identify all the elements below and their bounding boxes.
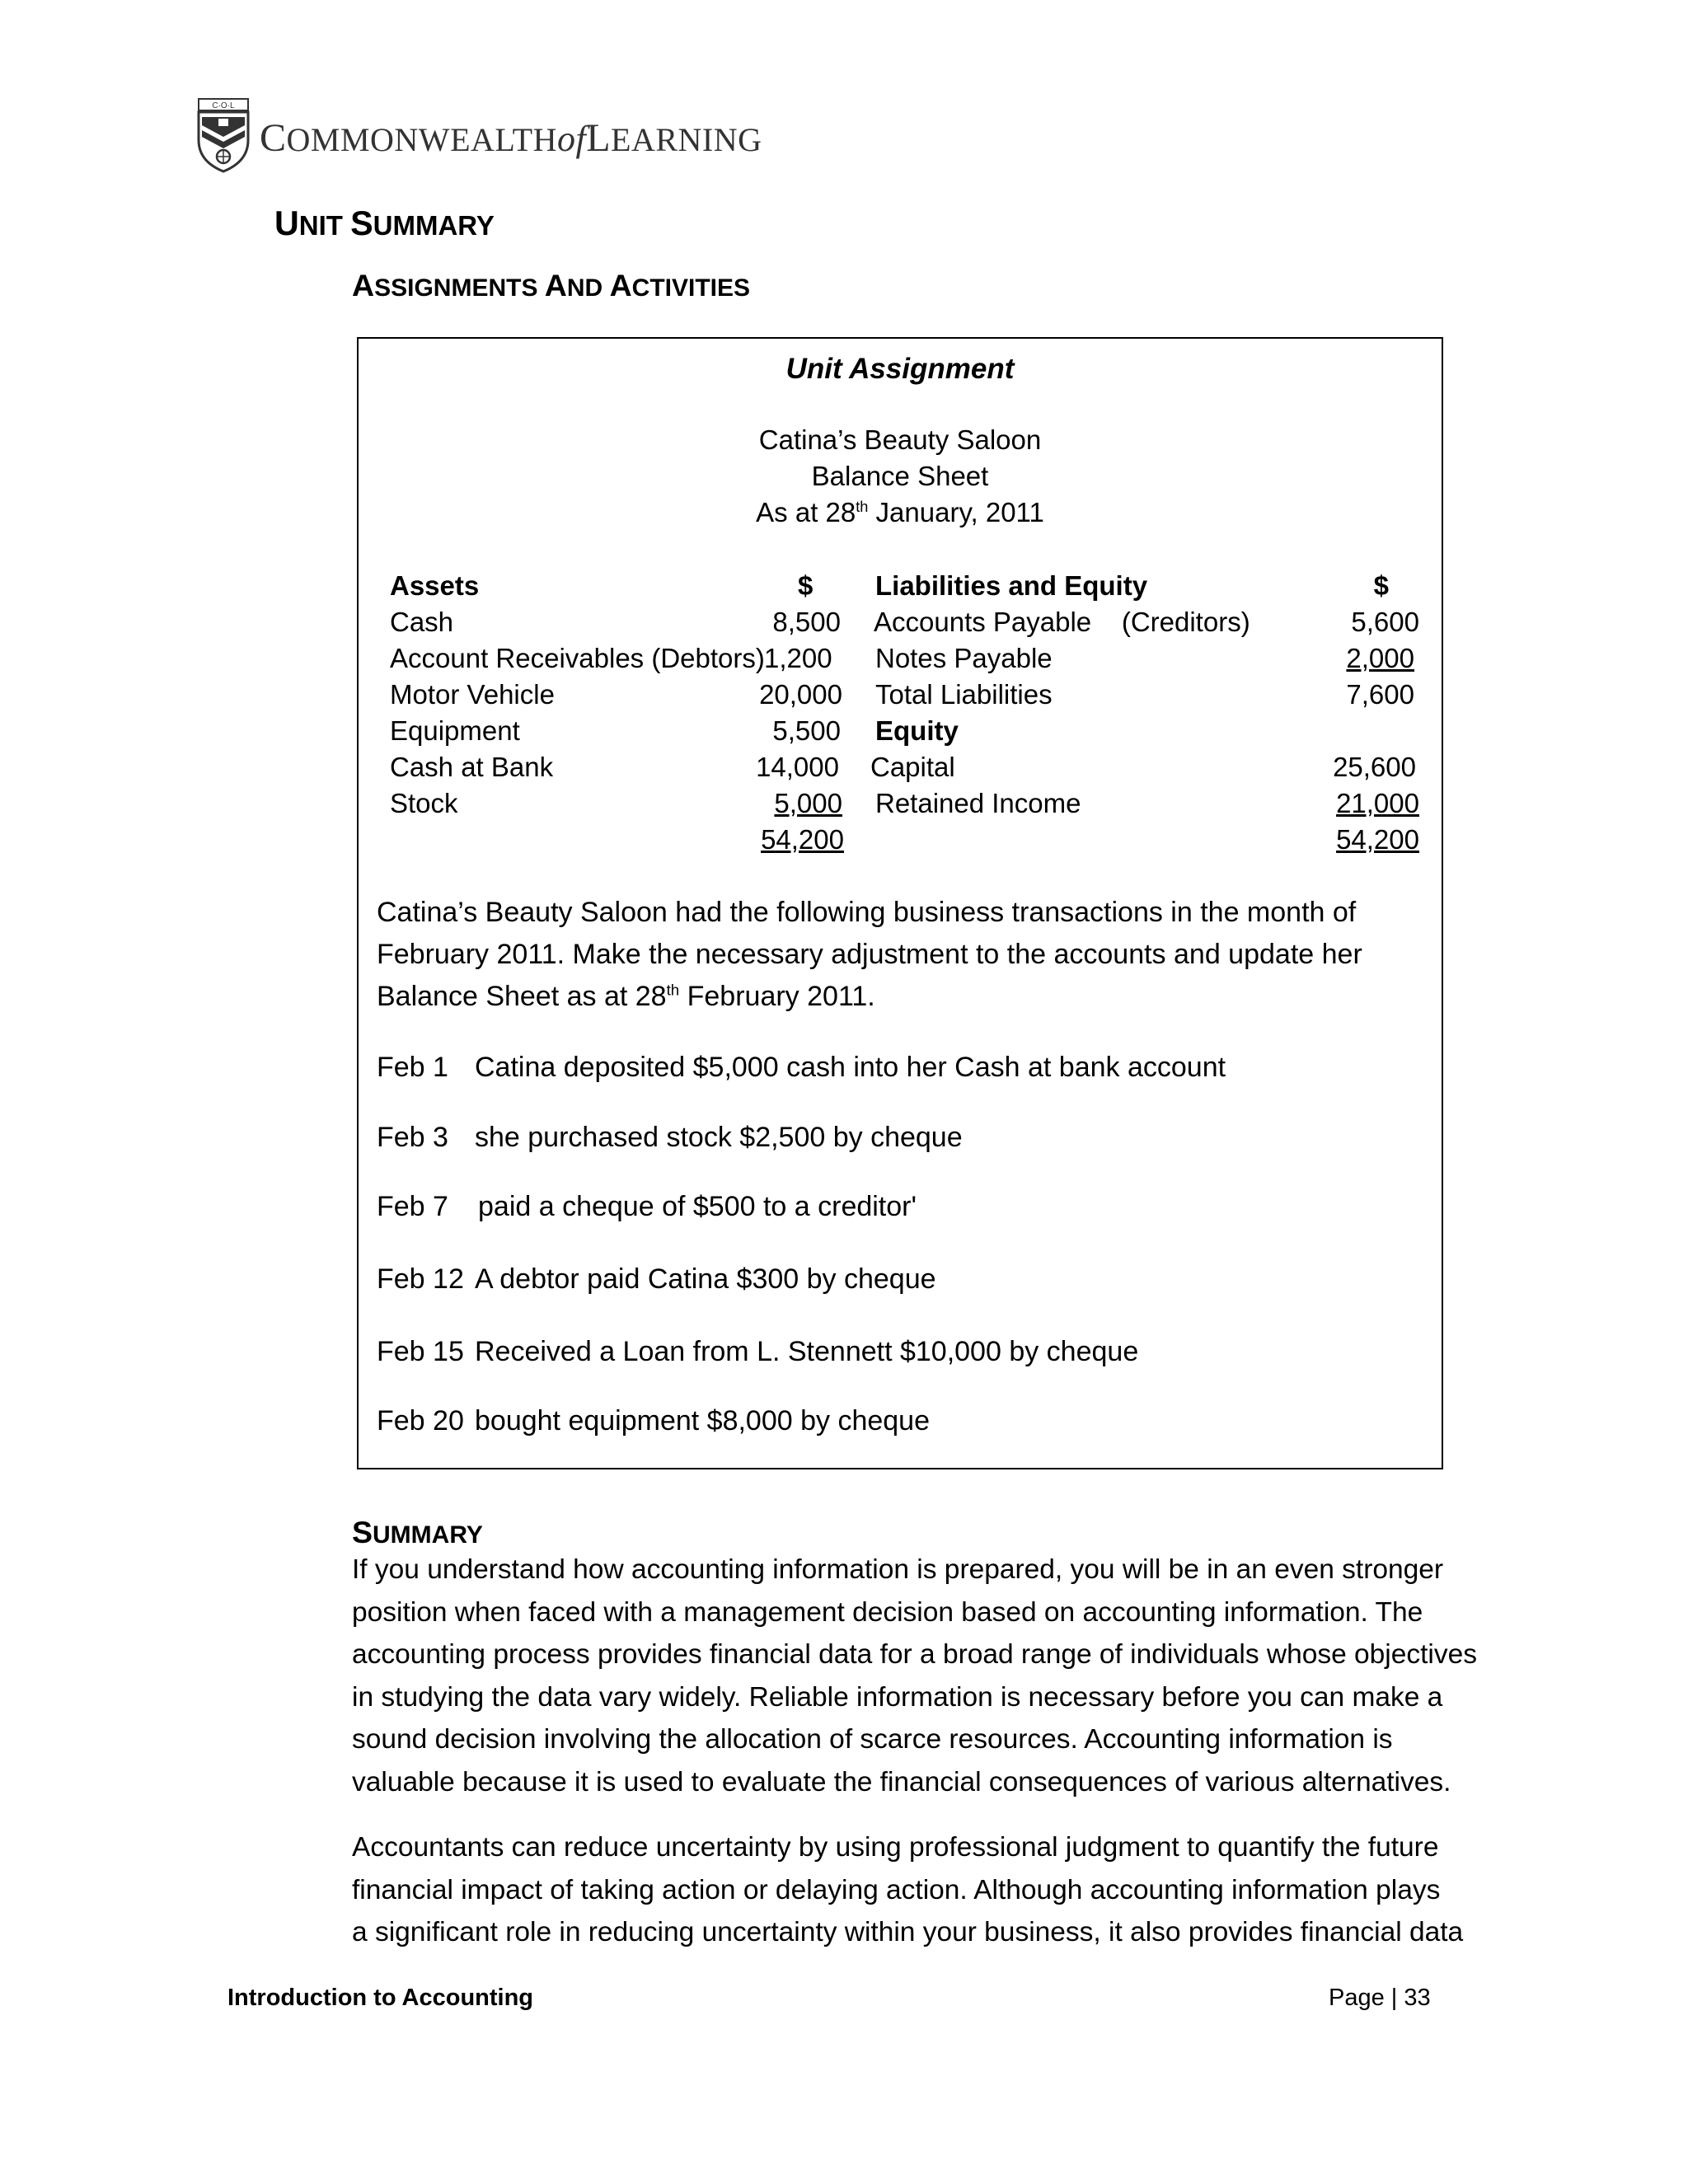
- asset-label: Equipment: [390, 715, 520, 746]
- asset-label: Account Receivables (Debtors): [390, 643, 765, 673]
- col-badge-text: C·O·L: [212, 101, 235, 110]
- transaction-text: bought equipment $8,000 by cheque: [475, 1405, 931, 1436]
- equity-label: Retained Income: [875, 788, 1081, 818]
- liability-value: 5,600: [1351, 607, 1419, 637]
- transaction-text: A debtor paid Catina $300 by cheque: [475, 1263, 936, 1295]
- equity-header: Equity: [875, 715, 959, 746]
- liabilities-header: Liabilities and Equity: [875, 570, 1148, 601]
- transaction-date: Feb 15: [377, 1336, 464, 1367]
- asset-value: 5,000: [774, 788, 842, 818]
- liability-value: 2,000: [1346, 643, 1414, 673]
- liabilities-currency: $: [1373, 570, 1389, 601]
- equity-value: 21,000: [1336, 788, 1419, 818]
- asset-value: 20,000: [759, 679, 842, 710]
- statement-date: As at 28th January, 2011: [756, 497, 1044, 527]
- summary-line: financial impact of taking action or delaying action. Although accounting information plays: [352, 1874, 1441, 1905]
- summary-line: sound decision involving the allocation of scarce resources. Accounting information is: [352, 1724, 1393, 1755]
- summary-line: a significant role in reducing uncertainty within your business, it also provides financial data: [352, 1917, 1464, 1947]
- summary-paragraph-2: [352, 1826, 1489, 1954]
- transaction-date: Feb 20: [377, 1405, 464, 1436]
- asset-value: 1,200: [764, 643, 832, 673]
- asset-label: Cash at Bank: [390, 752, 554, 782]
- liabilities-total: 54,200: [1336, 824, 1419, 855]
- transaction-date: Feb 12: [377, 1263, 464, 1295]
- summary-line: accounting process provides financial data for a broad range of individuals whose objectives: [352, 1639, 1478, 1670]
- summary-line: If you understand how accounting information is prepared, you will be in an even stronger: [352, 1554, 1444, 1585]
- assets-header: Assets: [390, 570, 480, 601]
- assignment-title: Unit Assignment: [785, 353, 1015, 385]
- transaction-date: Feb 3: [377, 1122, 448, 1153]
- col-logo: [195, 97, 762, 173]
- assignments-heading: ASSIGNMENTS AND ACTIVITIES: [352, 268, 751, 302]
- summary-line: in studying the data vary widely. Reliable information is necessary before you can make a: [352, 1681, 1443, 1713]
- summary-line: Accountants can reduce uncertainty by using professional judgment to quantify the future: [352, 1832, 1439, 1863]
- transaction-text: Received a Loan from L. Stennett $10,000 by cheque: [475, 1336, 1139, 1367]
- equity-value: 25,600: [1333, 752, 1416, 782]
- asset-label: Cash: [390, 607, 454, 637]
- transaction-text: Catina deposited $5,000 cash into her Cash at bank account: [475, 1052, 1226, 1083]
- liability-label: Accounts Payable (Creditors): [874, 607, 1250, 637]
- page-number: Page | 33: [1329, 1985, 1431, 2011]
- unit-summary-heading: UNIT SUMMARY: [274, 204, 495, 242]
- liability-label: Notes Payable: [875, 643, 1053, 673]
- col-badge: [200, 100, 246, 110]
- asset-value: 5,500: [772, 715, 841, 746]
- asset-label: Stock: [390, 788, 458, 818]
- summary-line: valuable because it is used to evaluate the financial consequences of various alternatives.: [352, 1766, 1451, 1797]
- liability-value: 7,600: [1346, 679, 1414, 710]
- asset-value: 14,000: [756, 752, 839, 782]
- liability-label: Total Liabilities: [875, 679, 1053, 710]
- transaction-date: Feb 1: [377, 1052, 448, 1083]
- transaction-text: she purchased stock $2,500 by cheque: [475, 1122, 963, 1153]
- company-name: Catina’s Beauty Saloon: [758, 424, 1042, 455]
- footer-title: Introduction to Accounting: [227, 1985, 534, 2011]
- summary-paragraph-1: [352, 1549, 1489, 1803]
- transaction-date: Feb 7: [377, 1191, 448, 1222]
- summary-heading: SUMMARY: [352, 1515, 483, 1549]
- instructions-line: Catina’s Beauty Saloon had the following business transactions in the month of: [377, 897, 1357, 928]
- assets-total: 54,200: [761, 824, 844, 855]
- statement-name: Balance Sheet: [811, 461, 989, 491]
- instructions-line: Balance Sheet as at 28th February 2011.: [377, 981, 875, 1012]
- instructions-line: February 2011. Make the necessary adjustment to the accounts and update her: [377, 939, 1362, 970]
- transaction-text: paid a cheque of $500 to a creditor': [478, 1191, 917, 1222]
- asset-label: Motor Vehicle: [390, 679, 555, 710]
- logo-wordmark: COMMONWEALTHofLEARNING: [260, 116, 762, 160]
- asset-value: 8,500: [772, 607, 841, 637]
- summary-line: position when faced with a management decision based on accounting information. The: [352, 1596, 1423, 1628]
- assets-currency: $: [798, 570, 814, 601]
- equity-label: Capital: [870, 752, 955, 782]
